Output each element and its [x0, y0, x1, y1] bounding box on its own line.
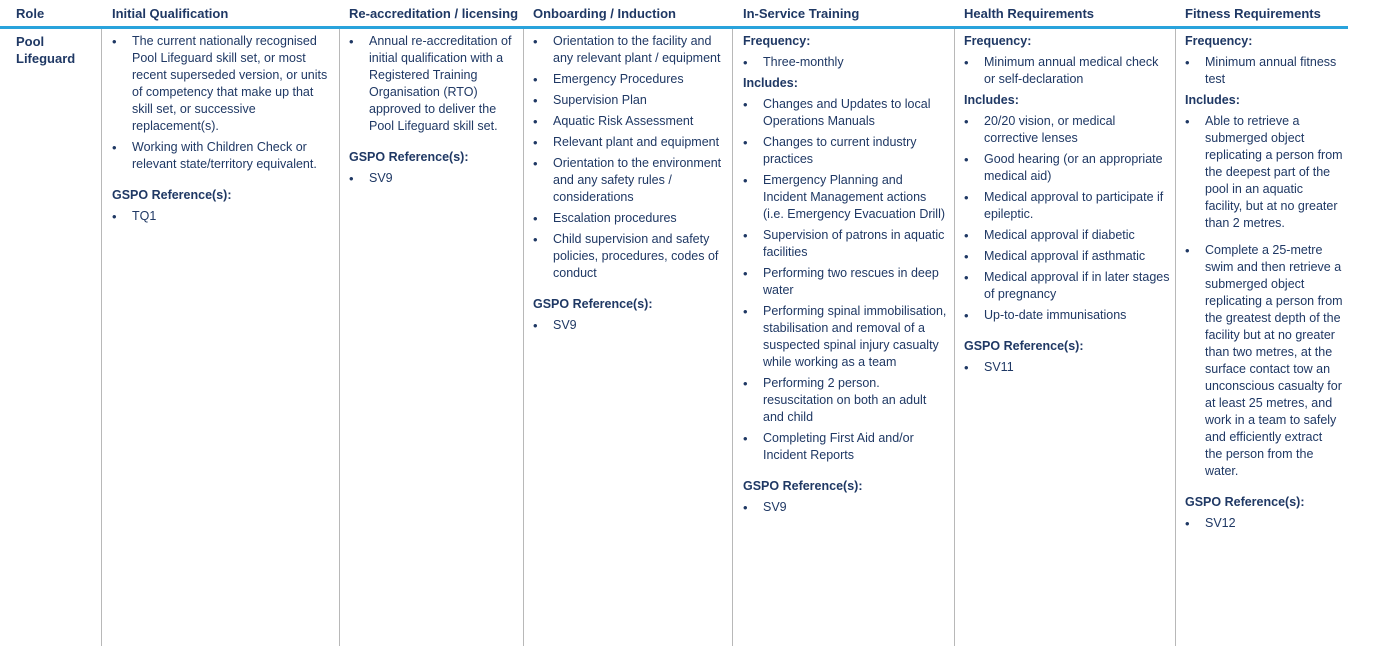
list-item: • Good hearing (or an appropriate medical aid)	[964, 151, 1170, 185]
gspo-reference: • SV11	[964, 359, 1170, 376]
list-item: • Medical approval if diabetic	[964, 227, 1170, 244]
cell-onboarding	[533, 33, 725, 338]
list-item: • Supervision Plan	[533, 92, 725, 109]
list-item: • Minimum annual fitness test	[1185, 54, 1343, 88]
gspo-list	[112, 208, 334, 225]
includes-label: Includes:	[743, 76, 798, 90]
header-in-service-training: In-Service Training	[743, 6, 860, 21]
gspo-list	[1185, 515, 1343, 532]
gspo-label: GSPO Reference(s):	[964, 339, 1084, 353]
list-item: • Complete a 25-metre swim and then retrieve a submerged object replicating a person from the greatest depth of the facility but at no greater than two metres, at the surface contact tow an unconscious casualty for at least 25 metres, and work in a team to safely and efficiently extract the person from the water.	[1185, 242, 1343, 480]
header-divider	[0, 26, 1348, 29]
includes-label: Includes:	[964, 93, 1019, 107]
list-item: • Performing two rescues in deep water	[743, 265, 949, 299]
header-fitness-requirements: Fitness Requirements	[1185, 6, 1321, 21]
cell-health-requirements	[964, 33, 1170, 380]
role-name-line2: Lifeguard	[16, 51, 76, 66]
column-divider	[339, 29, 340, 646]
gspo-label: GSPO Reference(s):	[743, 479, 863, 493]
list-item: • Orientation to the environment and any safety rules / considerations	[533, 155, 725, 206]
gspo-label: GSPO Reference(s):	[533, 297, 653, 311]
list-item: • Minimum annual medical check or self-declaration	[964, 54, 1170, 88]
column-divider	[1175, 29, 1176, 646]
list-item: • Up-to-date immunisations	[964, 307, 1170, 324]
gspo-list	[533, 317, 725, 334]
role-name-line1: Pool	[16, 34, 45, 49]
gspo-reference: • SV12	[1185, 515, 1343, 532]
column-divider	[523, 29, 524, 646]
list-item: • Medical approval if asthmatic	[964, 248, 1170, 265]
list-item: • Emergency Planning and Incident Management actions (i.e. Emergency Evacuation Drill)	[743, 172, 949, 223]
list-item: • Three-monthly	[743, 54, 949, 71]
frequency-label: Frequency:	[743, 34, 811, 48]
header-health-requirements: Health Requirements	[964, 6, 1095, 21]
gspo-label: GSPO Reference(s):	[112, 188, 232, 202]
list-item: • Working with Children Check or relevant state/territory equivalent.	[112, 139, 334, 173]
includes-list	[964, 113, 1170, 324]
list-item: • Emergency Procedures	[533, 71, 725, 88]
header-reaccreditation: Re-accreditation / licensing	[349, 6, 519, 21]
gspo-reference: • SV9	[349, 170, 519, 187]
gspo-list	[964, 359, 1170, 376]
column-divider	[954, 29, 955, 646]
list-item: • Able to retrieve a submerged object replicating a person from the deepest part of the pool in an aquatic facility, but at no greater than 2 metres.	[1185, 113, 1343, 232]
list-item: • Medical approval if in later stages of pregnancy	[964, 269, 1170, 303]
gspo-reference: • SV9	[533, 317, 725, 334]
list-item: • Supervision of patrons in aquatic facilities	[743, 227, 949, 261]
gspo-reference: • TQ1	[112, 208, 334, 225]
header-onboarding: Onboarding / Induction	[533, 6, 676, 21]
header-initial-qualification: Initial Qualification	[112, 6, 229, 21]
cell-initial-qualification	[112, 33, 334, 229]
reaccreditation-list	[349, 33, 519, 135]
gspo-list	[743, 499, 949, 516]
list-item: • Escalation procedures	[533, 210, 725, 227]
cell-fitness-requirements	[1185, 33, 1343, 536]
includes-label: Includes:	[1185, 93, 1240, 107]
onboarding-list	[533, 33, 725, 282]
column-divider	[101, 29, 102, 646]
initial-qualification-list	[112, 33, 334, 173]
includes-list	[743, 96, 949, 464]
includes-list	[1185, 113, 1343, 480]
header-role: Role	[16, 6, 45, 21]
list-item: • Medical approval to participate if epileptic.	[964, 189, 1170, 223]
frequency-label: Frequency:	[1185, 34, 1253, 48]
gspo-label: GSPO Reference(s):	[349, 150, 469, 164]
list-item: • Changes to current industry practices	[743, 134, 949, 168]
list-item: • The current nationally recognised Pool Lifeguard skill set, or most recent superseded version, or units of competency that make up that skill set, or successive replacement(s).	[112, 33, 334, 135]
frequency-list	[743, 54, 949, 71]
list-item: • Orientation to the facility and any relevant plant / equipment	[533, 33, 725, 67]
list-item: • Changes and Updates to local Operations Manuals	[743, 96, 949, 130]
gspo-label: GSPO Reference(s):	[1185, 495, 1305, 509]
list-item: • Performing 2 person. resuscitation on both an adult and child	[743, 375, 949, 426]
frequency-label: Frequency:	[964, 34, 1032, 48]
gspo-reference: • SV9	[743, 499, 949, 516]
list-item: • Relevant plant and equipment	[533, 134, 725, 151]
list-item: • Annual re-accreditation of initial qualification with a Registered Training Organisation (RTO) approved to deliver the Pool Lifeguard skill set.	[349, 33, 519, 135]
list-item: • Aquatic Risk Assessment	[533, 113, 725, 130]
list-item: • Performing spinal immobilisation, stabilisation and removal of a suspected spinal injury casualty while working as a team	[743, 303, 949, 371]
list-item: • 20/20 vision, or medical corrective lenses	[964, 113, 1170, 147]
frequency-list	[964, 54, 1170, 88]
frequency-list	[1185, 54, 1343, 88]
cell-in-service-training	[743, 33, 949, 520]
cell-reaccreditation	[349, 33, 519, 191]
column-divider	[732, 29, 733, 646]
list-item: • Child supervision and safety policies, procedures, codes of conduct	[533, 231, 725, 282]
cell-role	[16, 33, 96, 67]
gspo-list	[349, 170, 519, 187]
list-item: • Completing First Aid and/or Incident Reports	[743, 430, 949, 464]
